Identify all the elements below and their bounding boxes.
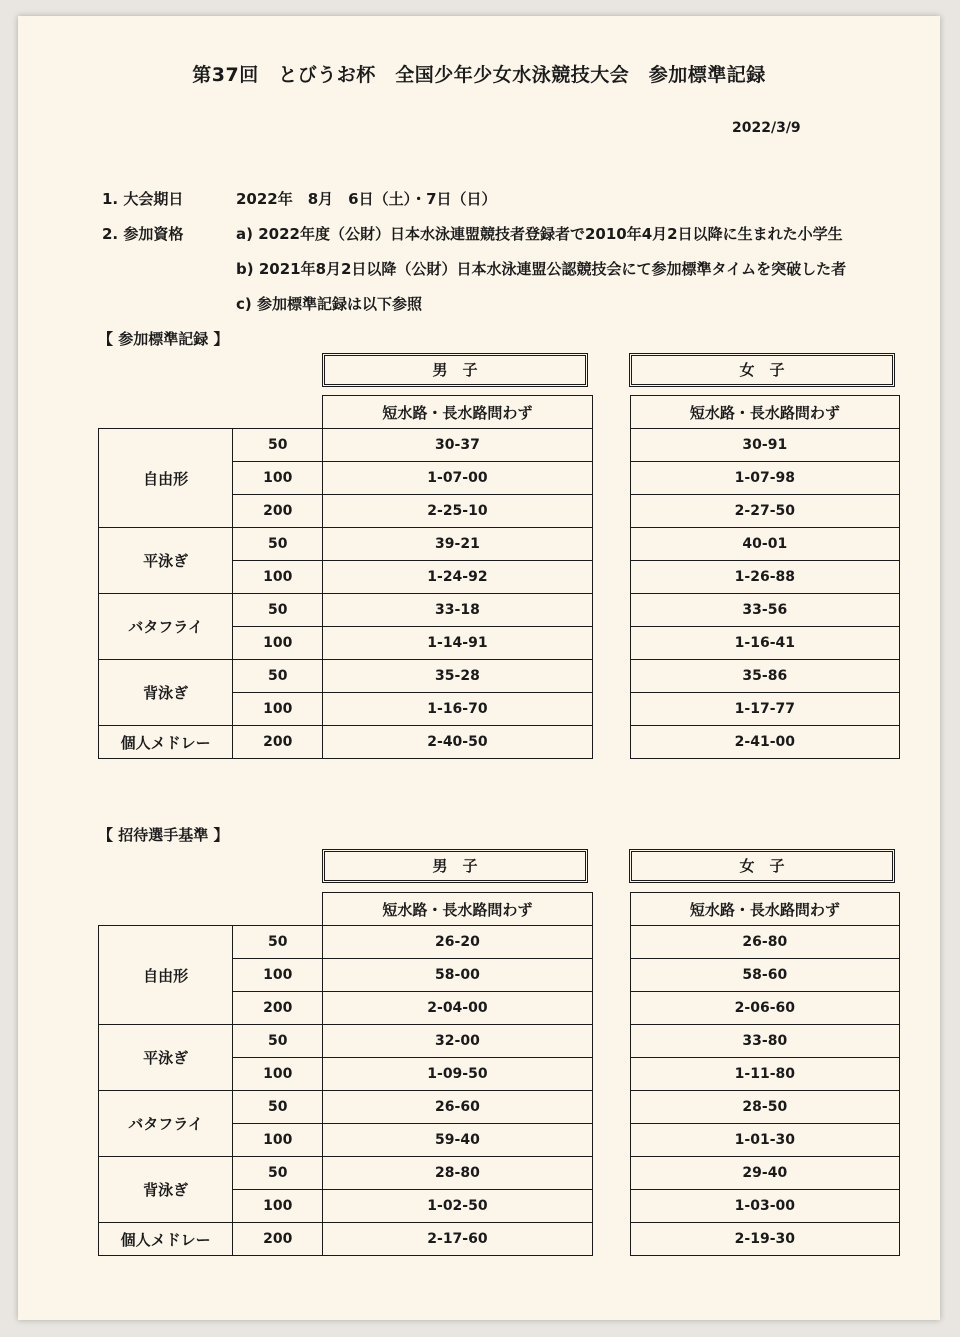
distance-cell: 50: [233, 660, 323, 693]
male-time: 28-80: [323, 1157, 592, 1190]
male-time: 2-40-50: [323, 726, 592, 759]
table-row: [99, 429, 900, 462]
male-time: 32-00: [323, 1025, 592, 1058]
eligibility-label: 2. 参加資格: [102, 225, 184, 243]
distance-cell: 100: [233, 1124, 323, 1157]
female-time: 40-01: [630, 528, 899, 561]
male-time: 30-37: [323, 429, 592, 462]
stroke-breast: 平泳ぎ: [99, 1025, 233, 1091]
eligibility-c: c) 参加標準記録は以下参照: [236, 295, 422, 313]
distance-cell: 100: [233, 1190, 323, 1223]
distance-cell: 100: [233, 561, 323, 594]
table-row: [99, 726, 900, 759]
female-time: 28-50: [630, 1091, 899, 1124]
standard-male-header: 男 子: [322, 353, 588, 387]
eligibility-a: a) 2022年度（公財）日本水泳連盟競技者登録者で2010年4月2日以降に生まれた小学生: [236, 225, 843, 243]
eligibility-b: b) 2021年8月2日以降（公財）日本水泳連盟公認競技会にて参加標準タイムを突破した者: [236, 260, 847, 278]
stroke-back: 背泳ぎ: [99, 1157, 233, 1223]
male-time: 1-07-00: [323, 462, 592, 495]
stroke-im: 個人メドレー: [99, 726, 233, 759]
female-course-note: 短水路・長水路問わず: [630, 396, 899, 429]
female-time: 2-19-30: [630, 1223, 899, 1256]
distance-cell: 50: [233, 594, 323, 627]
invited-female-header: 女 子: [629, 849, 895, 883]
stroke-fly: バタフライ: [99, 594, 233, 660]
table-row: [99, 660, 900, 693]
document-date: 2022/3/9: [732, 120, 801, 136]
female-time: 1-11-80: [630, 1058, 899, 1091]
male-time: 39-21: [323, 528, 592, 561]
stroke-fly: バタフライ: [99, 1091, 233, 1157]
distance-cell: 50: [233, 1025, 323, 1058]
female-time: 35-86: [630, 660, 899, 693]
male-course-note: 短水路・長水路問わず: [323, 893, 592, 926]
female-time: 1-26-88: [630, 561, 899, 594]
male-time: 33-18: [323, 594, 592, 627]
female-time: 26-80: [630, 926, 899, 959]
female-course-note: 短水路・長水路問わず: [630, 893, 899, 926]
distance-cell: 100: [233, 462, 323, 495]
table-row: [99, 1091, 900, 1124]
female-time: 58-60: [630, 959, 899, 992]
distance-cell: 100: [233, 693, 323, 726]
male-time: 1-02-50: [323, 1190, 592, 1223]
female-time: 33-80: [630, 1025, 899, 1058]
stroke-free: 自由形: [99, 926, 233, 1025]
male-time: 1-14-91: [323, 627, 592, 660]
stroke-back: 背泳ぎ: [99, 660, 233, 726]
standard-section-label: 【 参加標準記録 】: [98, 330, 229, 348]
invited-section-label: 【 招待選手基準 】: [98, 826, 229, 844]
male-time: 26-60: [323, 1091, 592, 1124]
table-row: [99, 1223, 900, 1256]
standard-female-header: 女 子: [629, 353, 895, 387]
distance-cell: 50: [233, 926, 323, 959]
table-row: [99, 1157, 900, 1190]
distance-cell: 100: [233, 959, 323, 992]
distance-cell: 100: [233, 627, 323, 660]
male-time: 35-28: [323, 660, 592, 693]
table-header-row: [99, 396, 900, 429]
invited-male-header: 男 子: [322, 849, 588, 883]
male-time: 26-20: [323, 926, 592, 959]
male-time: 1-16-70: [323, 693, 592, 726]
document-title: 第37回 とびうお杯 全国少年少女水泳競技大会 参加標準記録: [192, 64, 766, 86]
female-time: 1-01-30: [630, 1124, 899, 1157]
document-page: [18, 16, 940, 1320]
distance-cell: 200: [233, 1223, 323, 1256]
stroke-im: 個人メドレー: [99, 1223, 233, 1256]
period-value: 2022年 8月 6日（土）・7日（日）: [236, 190, 497, 208]
table-row: [99, 594, 900, 627]
female-time: 1-03-00: [630, 1190, 899, 1223]
distance-cell: 50: [233, 429, 323, 462]
stroke-free: 自由形: [99, 429, 233, 528]
female-time: 30-91: [630, 429, 899, 462]
table-row: [99, 926, 900, 959]
distance-cell: 50: [233, 528, 323, 561]
male-time: 1-24-92: [323, 561, 592, 594]
distance-cell: 50: [233, 1091, 323, 1124]
stroke-breast: 平泳ぎ: [99, 528, 233, 594]
invited-table: [98, 892, 900, 1256]
male-time: 1-09-50: [323, 1058, 592, 1091]
female-time: 2-27-50: [630, 495, 899, 528]
period-label: 1. 大会期日: [102, 190, 184, 208]
table-header-row: [99, 893, 900, 926]
female-time: 2-06-60: [630, 992, 899, 1025]
distance-cell: 200: [233, 992, 323, 1025]
distance-cell: 50: [233, 1157, 323, 1190]
standard-table: [98, 395, 900, 759]
male-time: 2-17-60: [323, 1223, 592, 1256]
male-time: 2-25-10: [323, 495, 592, 528]
distance-cell: 200: [233, 726, 323, 759]
table-row: [99, 528, 900, 561]
male-time: 58-00: [323, 959, 592, 992]
female-time: 1-07-98: [630, 462, 899, 495]
female-time: 2-41-00: [630, 726, 899, 759]
male-course-note: 短水路・長水路問わず: [323, 396, 592, 429]
table-row: [99, 1025, 900, 1058]
male-time: 2-04-00: [323, 992, 592, 1025]
distance-cell: 200: [233, 495, 323, 528]
male-time: 59-40: [323, 1124, 592, 1157]
female-time: 29-40: [630, 1157, 899, 1190]
female-time: 33-56: [630, 594, 899, 627]
female-time: 1-16-41: [630, 627, 899, 660]
distance-cell: 100: [233, 1058, 323, 1091]
female-time: 1-17-77: [630, 693, 899, 726]
